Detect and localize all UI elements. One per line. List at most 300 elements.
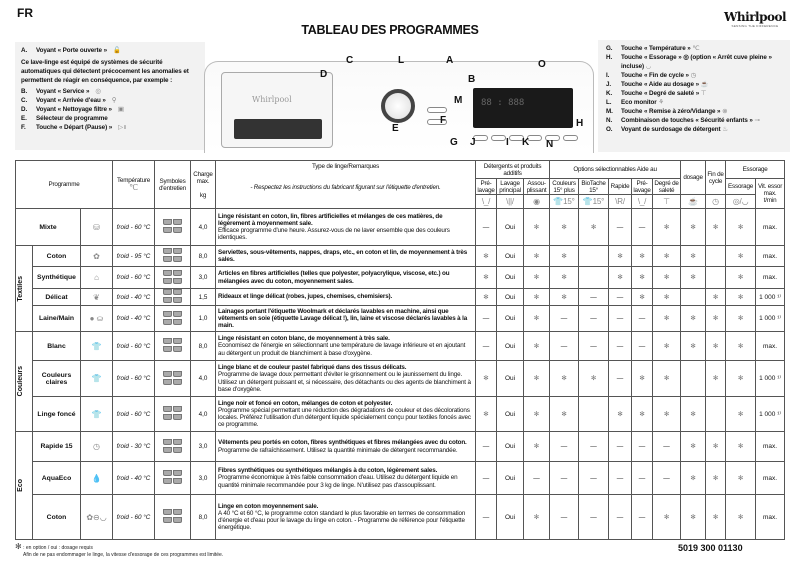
temperature-range: froid - 60 °C — [113, 209, 155, 246]
option-value: ✻ — [524, 495, 550, 540]
option-value: ✻ — [726, 306, 756, 332]
legend-text: Voyant « Nettoyage filtre » — [36, 106, 112, 113]
option-value: ✻ — [524, 432, 550, 462]
program-name: Coton — [33, 495, 81, 540]
option-value: ✻ — [632, 289, 653, 306]
description-bold: Articles en fibres artificielles (telles que polyester, polyacrylique, viscose, etc.) ou mélangées avec du coton, moyennement sales. — [218, 270, 450, 285]
option-value: Oui — [497, 267, 524, 289]
option-value: ✻ — [524, 306, 550, 332]
care-symbols-icon — [155, 289, 191, 306]
program-icon: ✿⊖◡ — [81, 495, 113, 540]
legend-text: Voyant « Porte ouverte » — [36, 47, 107, 54]
max-load: 4,0 — [191, 361, 216, 397]
option-value: Oui — [497, 306, 524, 332]
max-load: 1,5 — [191, 289, 216, 306]
category-textiles: Textiles — [17, 275, 24, 302]
program-icon: ● ⛀ — [81, 306, 113, 332]
temperature-range: froid - 30 °C — [113, 432, 155, 462]
option-value: ✻ — [653, 209, 681, 246]
panel-label-f: F — [440, 115, 447, 126]
description-bold: Lainages portant l'étiquette Woolmark et déclarés lavables en machine, ainsi que vêtements en soie (étiquette Lavage délicat !), lin, laine et viscose déclarés lavables à la main. — [218, 307, 468, 330]
option-icon: ◷ — [706, 195, 726, 209]
legend-text-wrap — [621, 80, 708, 89]
option-value: Oui — [497, 397, 524, 432]
legend-item — [606, 71, 784, 80]
category-cell — [16, 332, 33, 432]
option-value: ✻ — [726, 462, 756, 495]
legend-key: I. — [606, 72, 610, 79]
panel-label-i: I — [506, 137, 509, 148]
option-value: ✻ — [726, 289, 756, 306]
program-icon: 👕 — [81, 397, 113, 432]
care-symbols-icon — [155, 432, 191, 462]
legend-key: J. — [606, 81, 612, 88]
option-value: — — [579, 432, 609, 462]
panel-label-j: J — [470, 137, 476, 148]
description-text: Programme économique à très faible consommation d'eau. Utilisez du détergent liquide en quantité minimale recommandée pour 3 kg de linge. N'utilisez pas d'assouplissant. — [218, 474, 458, 489]
option-value: ✻ — [726, 432, 756, 462]
option-value: — — [550, 495, 579, 540]
option-value: ✻ — [726, 397, 756, 432]
option-value: — — [632, 209, 653, 246]
option-value: ✻ — [726, 246, 756, 267]
panel-label-c: C — [346, 55, 354, 66]
legend-key: M. — [606, 108, 613, 115]
legend-text: Touche « Température » — [621, 45, 691, 52]
option-value: ✻ — [524, 267, 550, 289]
option-value — [579, 397, 609, 432]
option-value — [706, 267, 726, 289]
option-value: ✻ — [681, 246, 706, 267]
option-value: Oui — [497, 361, 524, 397]
program-name: Coton — [33, 246, 81, 267]
asterisk-icon: ✻ — [15, 542, 22, 551]
program-icon: 👕 — [81, 332, 113, 361]
legend-symbol-icon: ◡ — [645, 63, 652, 70]
program-icon: ◷ — [81, 432, 113, 462]
panel-label-a: A — [446, 55, 454, 66]
option-value: — — [550, 432, 579, 462]
page-title: TABLEAU DES PROGRAMMES — [301, 23, 479, 37]
legend-key: B. — [21, 88, 28, 95]
header-sub-1: Lavage principal — [497, 179, 524, 195]
care-symbols-icon — [155, 397, 191, 432]
option-value: ✻ — [681, 306, 706, 332]
option-value: — — [609, 432, 632, 462]
padlock-icon: 🔓 — [112, 47, 121, 54]
option-value: Oui — [497, 462, 524, 495]
option-value: Oui — [497, 289, 524, 306]
care-symbols-icon — [155, 246, 191, 267]
option-value: — — [476, 432, 497, 462]
option-value: ✻ — [681, 332, 706, 361]
legend-key: E. — [21, 115, 27, 122]
option-value: ✻ — [550, 246, 579, 267]
option-value: ✻ — [726, 332, 756, 361]
header-essorage: Essorage — [726, 179, 756, 195]
option-icon: \||/ — [497, 195, 524, 209]
option-value: — — [579, 289, 609, 306]
legend-text: Touche « Remise à zéro/Vidange » — [621, 108, 721, 115]
table-row — [16, 495, 785, 540]
option-value: ✻ — [653, 332, 681, 361]
option-icon: 👕15° — [579, 195, 609, 209]
legend-key: C. — [21, 97, 28, 104]
legend-symbol-icon: ⊤ — [700, 90, 707, 97]
table-row — [16, 397, 785, 432]
legend-item-a — [21, 46, 199, 55]
header-essorage-group: Essorage — [726, 161, 785, 179]
temperature-range: froid - 60 °C — [113, 397, 155, 432]
option-value: ✻ — [476, 289, 497, 306]
option-value: ✻ — [681, 209, 706, 246]
header-sub-5: Rapide — [609, 179, 632, 195]
option-value: — — [579, 332, 609, 361]
option-value: 1 000 ¹⁾ — [756, 306, 785, 332]
description — [216, 462, 476, 495]
option-value: Oui — [497, 246, 524, 267]
program-name: Laine/Main — [33, 306, 81, 332]
option-value: ✻ — [632, 397, 653, 432]
legend-item — [606, 89, 784, 98]
temperature-range: froid - 60 °C — [113, 361, 155, 397]
panel-label-h: H — [576, 118, 584, 129]
description — [216, 209, 476, 246]
option-icon: ◎/◡ — [726, 195, 756, 209]
option-value: Oui — [497, 332, 524, 361]
panel-label-l: L — [398, 55, 405, 66]
description-bold: Linge en coton moyennement sale. — [218, 502, 319, 510]
thermometer-icon: ℃ — [129, 183, 138, 192]
option-value: ✻ — [653, 397, 681, 432]
option-value: Oui — [497, 209, 524, 246]
program-name: AquaEco — [33, 462, 81, 495]
option-value: ✻ — [653, 246, 681, 267]
option-value: — — [609, 332, 632, 361]
legend-text-wrap — [621, 98, 664, 107]
legend-symbol-icon: ⊸ — [754, 117, 760, 124]
table-row — [16, 306, 785, 332]
option-value: — — [550, 332, 579, 361]
header-type: Type de linge/Remarques - Respectez les instructions du fabricant figurant sur l'étiquette d'entretien. — [216, 161, 476, 209]
option-value: max. — [756, 267, 785, 289]
legend-symbol-icon: ▣ — [117, 106, 124, 113]
legend-text-wrap — [621, 44, 699, 53]
option-value: ✻ — [524, 361, 550, 397]
category-cell — [16, 246, 33, 332]
legend-text-wrap — [621, 107, 727, 116]
max-load: 4,0 — [191, 209, 216, 246]
description-bold: Rideaux et linge délicat (robes, jupes, chemises, chemisiers). — [218, 293, 393, 301]
description — [216, 246, 476, 267]
header-options: Options sélectionnables Aide au — [550, 161, 681, 179]
legend-symbol-icon: ℃ — [692, 45, 700, 52]
footnote-line: : en option / oui : dosage requis — [23, 545, 93, 551]
option-value: ✻ — [681, 397, 706, 432]
description — [216, 267, 476, 289]
option-icon: ⊤ — [653, 195, 681, 209]
category-eco: Eco — [17, 479, 24, 492]
legend-item — [606, 107, 784, 116]
program-selector-dial — [381, 89, 415, 123]
table-row — [16, 209, 785, 246]
header-detergents: Détergents et produits additifs — [476, 161, 550, 179]
option-value — [706, 246, 726, 267]
legend-key: H. — [606, 54, 613, 61]
description-bold: Linge blanc et de couleur pastel fabriqué dans des tissus délicats. — [218, 364, 407, 372]
footnote — [15, 543, 223, 559]
option-value: 1 000 ¹⁾ — [756, 397, 785, 432]
care-symbols-icon — [155, 332, 191, 361]
program-name: Délicat — [33, 289, 81, 306]
option-value: ✻ — [706, 462, 726, 495]
legend-text-wrap — [621, 53, 784, 71]
option-value: — — [476, 306, 497, 332]
legend-symbol-icon: ⚘ — [658, 99, 664, 106]
option-value: ✻ — [632, 267, 653, 289]
temperature-range: froid - 95 °C — [113, 246, 155, 267]
option-value: ✻ — [609, 397, 632, 432]
program-name: Synthétique — [33, 267, 81, 289]
header-dosage: dosage — [681, 161, 706, 195]
option-icon: \R/ — [609, 195, 632, 209]
program-icon: 👕 — [81, 361, 113, 397]
option-value: max. — [756, 432, 785, 462]
control-panel-diagram — [200, 55, 598, 153]
legend-key: K. — [606, 90, 613, 97]
description — [216, 495, 476, 540]
header-sub-7: Degré de saleté — [654, 179, 679, 194]
option-value: — — [632, 332, 653, 361]
table-row — [16, 432, 785, 462]
option-value — [681, 361, 706, 397]
detergent-drawer: Whirlpool — [221, 72, 333, 148]
option-value: — — [579, 306, 609, 332]
care-symbols-icon — [155, 361, 191, 397]
legend-key: F. — [21, 124, 26, 131]
option-value — [706, 397, 726, 432]
legend-text: Combinaison de touches « Sécurité enfants » — [621, 117, 753, 124]
legend-item — [21, 105, 199, 114]
language-code: FR — [17, 6, 33, 20]
legend-item — [21, 123, 199, 132]
legend-text: Sélecteur de programme — [36, 115, 108, 122]
description — [216, 306, 476, 332]
option-value: ✻ — [726, 495, 756, 540]
option-value: ✻ — [476, 267, 497, 289]
description — [216, 432, 476, 462]
description-bold: Linge résistant en coton blanc, de moyennement à très sale. — [218, 335, 390, 343]
option-value: 1 000 ¹⁾ — [756, 361, 785, 397]
option-value: ✻ — [653, 495, 681, 540]
legend-symbol-icon: ⊗ — [722, 108, 728, 115]
program-name: Couleurs claires — [33, 361, 81, 397]
panel-label-o: O — [538, 59, 546, 70]
option-value: — — [609, 289, 632, 306]
option-value: ✻ — [706, 361, 726, 397]
care-symbols-icon — [155, 462, 191, 495]
header-temperature: Température ℃ — [113, 161, 155, 209]
legend-symbol-icon: ☕ — [700, 81, 709, 88]
option-value: — — [524, 462, 550, 495]
option-value — [681, 289, 706, 306]
legend-text-wrap — [621, 89, 706, 98]
option-value: — — [653, 432, 681, 462]
panel-label-n: N — [546, 139, 554, 150]
description-bold: Linge noir et foncé en coton, mélanges de coton et polyester. — [218, 399, 393, 407]
description-text: A 40 °C et 60 °C, le programme coton standard le plus favorable en termes de consommation d'énergie et d'eau pour le lavage du linge en coton. - Programme de référence pour l'étiquette énergétique. — [218, 509, 466, 532]
legend-symbol-icon: ♨ — [722, 126, 728, 133]
option-value: — — [632, 495, 653, 540]
legend-right — [598, 40, 790, 152]
option-value: ✻ — [706, 495, 726, 540]
option-value: ✻ — [706, 432, 726, 462]
option-icon: 👕15° — [550, 195, 579, 209]
description-text: Programme spécial permettant une réduction des dégradations de couleur et des décolorations locales. Préférez l'utilisation d'un détergent liquide spécialement conçu pour textiles foncés avec ce programme. — [218, 406, 471, 429]
max-load: 8,0 — [191, 332, 216, 361]
table-row — [16, 246, 785, 267]
option-value: ✻ — [524, 209, 550, 246]
program-table — [15, 160, 785, 540]
option-value: ✻ — [524, 289, 550, 306]
option-value: max. — [756, 332, 785, 361]
option-value: ✻ — [653, 361, 681, 397]
legend-text-wrap — [621, 125, 728, 134]
panel-label-k: K — [522, 137, 530, 148]
legend-item — [606, 53, 784, 71]
option-value: — — [632, 432, 653, 462]
option-value: ✻ — [524, 397, 550, 432]
option-value: Oui — [497, 432, 524, 462]
option-value: ✻ — [476, 246, 497, 267]
option-value: — — [609, 361, 632, 397]
description-bold: Serviettes, sous-vêtements, nappes, draps, etc., en coton et lin, de moyennement à très sales. — [218, 248, 468, 263]
option-value: ✻ — [550, 209, 579, 246]
option-value: ✻ — [706, 306, 726, 332]
whirlpool-logo: Whirlpool SENSING THE DIFFERENCE — [723, 10, 787, 28]
header-sub-2: Assou-plissant — [524, 179, 550, 195]
option-value: — — [653, 462, 681, 495]
option-icon: \_/ — [476, 195, 497, 209]
table-row — [16, 332, 785, 361]
panel-label-g: G — [450, 137, 458, 148]
description-text: Programme de rafraîchissement. Utilisez la quantité minimale de détergent recommandée. — [218, 446, 458, 454]
option-value — [579, 267, 609, 289]
legend-key: D. — [21, 106, 28, 113]
program-name: Mixte — [16, 209, 81, 246]
option-value: max. — [756, 462, 785, 495]
option-value: ✻ — [550, 289, 579, 306]
legend-text-wrap — [621, 116, 760, 125]
option-value: — — [632, 306, 653, 332]
option-value: ✻ — [550, 267, 579, 289]
header-fin-cycle: Fin de cycle — [706, 161, 726, 195]
panel-label-e: E — [392, 123, 399, 134]
care-symbols-icon — [155, 306, 191, 332]
legend-key: G. — [606, 45, 613, 52]
option-value: ✻ — [706, 209, 726, 246]
header-sub-3: Couleurs 15° plus — [550, 179, 579, 195]
option-value — [579, 246, 609, 267]
legend-item — [21, 87, 199, 96]
header-sub-4: BioTache 15° — [579, 179, 609, 195]
panel-label-d: D — [320, 69, 328, 80]
panel-label-b: B — [468, 74, 476, 85]
table-row — [16, 267, 785, 289]
option-value: — — [476, 332, 497, 361]
legend-key: N. — [606, 117, 613, 124]
description-bold: Linge résistant en coton, lin, fibres artificielles et mélanges de ces matières, de légèrement à moyennement sale. — [218, 212, 443, 227]
max-load: 3,0 — [191, 267, 216, 289]
legend-key: L. — [606, 99, 612, 106]
option-value: ✻ — [609, 246, 632, 267]
max-load: 3,0 — [191, 462, 216, 495]
max-load: 8,0 — [191, 246, 216, 267]
header-sub-0: Pré-lavage — [477, 179, 495, 194]
legend-symbol-icon: ◷ — [690, 72, 696, 79]
option-value: max. — [756, 209, 785, 246]
legend-text: Touche « Départ (Pause) » — [36, 124, 113, 131]
legend-symbol-icon: ⚲ — [111, 97, 117, 104]
option-value: max. — [756, 495, 785, 540]
table-row — [16, 462, 785, 495]
option-value: ✻ — [726, 267, 756, 289]
temperature-range: froid - 60 °C — [113, 267, 155, 289]
option-value: ✻ — [476, 397, 497, 432]
legend-item — [606, 125, 784, 134]
legend-symbol-icon: ▷॥ — [118, 124, 127, 131]
header-sub-6: Pré-lavage — [633, 179, 651, 194]
option-value: ✻ — [653, 289, 681, 306]
description-bold: Vêtements peu portés en coton, fibres synthétiques et fibres mélangées avec du coton. — [218, 439, 467, 447]
option-value: — — [579, 495, 609, 540]
max-load: 1,0 — [191, 306, 216, 332]
program-name: Linge foncé — [33, 397, 81, 432]
legend-text: Eco monitor — [621, 99, 657, 106]
program-name: Blanc — [33, 332, 81, 361]
legend-text: Voyant « Service » — [36, 88, 90, 95]
legend-key: A. — [21, 47, 28, 54]
legend-text: Touche « Fin de cycle » — [621, 72, 689, 79]
option-value: — — [609, 306, 632, 332]
legend-item — [606, 116, 784, 125]
option-value: — — [632, 462, 653, 495]
legend-text-wrap — [621, 71, 696, 80]
description-bold: Fibres synthétiques ou synthétiques mélangés à du coton, légèrement sales. — [218, 467, 438, 475]
max-load: 8,0 — [191, 495, 216, 540]
program-icon: 💧 — [81, 462, 113, 495]
description — [216, 397, 476, 432]
option-value: ✻ — [524, 246, 550, 267]
header-programme: Programme — [16, 161, 113, 209]
option-value: — — [609, 495, 632, 540]
option-value: — — [476, 495, 497, 540]
legend-text: Voyant de surdosage de détergent — [621, 126, 721, 133]
legend-left — [15, 42, 205, 150]
legend-item — [606, 44, 784, 53]
option-value: ✻ — [726, 209, 756, 246]
max-load: 3,0 — [191, 432, 216, 462]
option-value: — — [476, 209, 497, 246]
program-icon: ✿ — [81, 246, 113, 267]
option-value: — — [609, 209, 632, 246]
care-symbols-icon — [155, 267, 191, 289]
care-symbols-icon — [155, 209, 191, 246]
category-couleurs: Couleurs — [17, 366, 24, 397]
header-vit-essorage: Vit. essor max. t/min — [756, 179, 785, 209]
legend-text: Touche « Essorage » ◎ (option « Arrêt cuve pleine » incluse) — [621, 54, 772, 70]
option-value: ✻ — [579, 209, 609, 246]
